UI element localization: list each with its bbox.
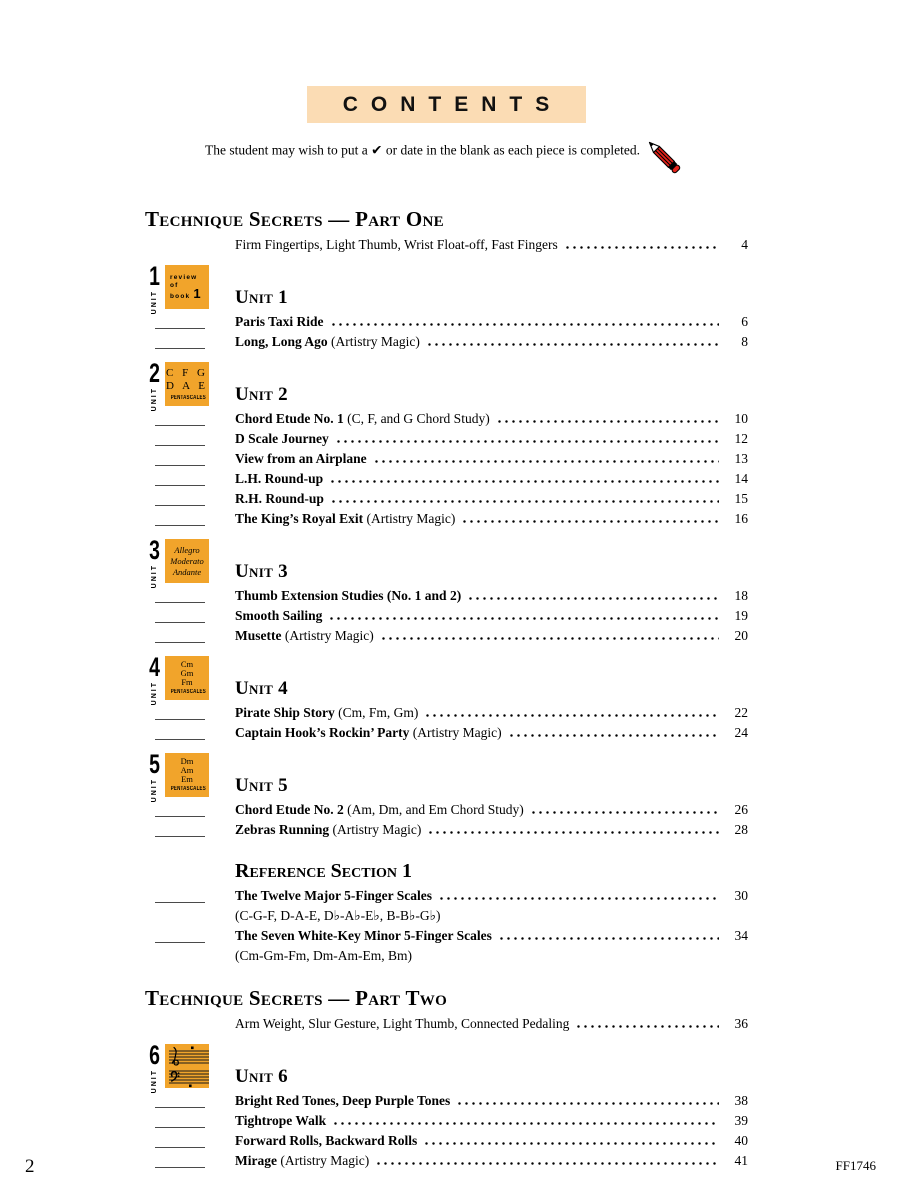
toc-row [145,586,748,606]
toc-row [145,800,748,820]
completion-blank [155,1124,205,1128]
part-two-heading: Technique Secrets — Part Two [145,986,448,1010]
piece-title: Tightrope Walk [235,1113,327,1128]
toc-row [145,820,748,840]
page-number: 10 [734,411,748,426]
part-one-heading: Technique Secrets — Part One [145,207,444,231]
unit-3-section [145,537,748,646]
piece-title: Forward Rolls, Backward Rolls [235,1133,418,1148]
page-number: 41 [734,1153,748,1168]
unit-label: UNIT [151,387,158,412]
dot-leader [335,440,719,443]
grand-staff-icon [165,1044,209,1088]
dot-leader [375,1162,719,1165]
dot-leader [508,734,719,737]
page-number: 18 [734,588,748,603]
unit-2-badge [147,358,209,412]
dot-leader [329,480,719,483]
completion-blank [155,422,205,426]
part-one-rows [145,235,748,255]
page-number: 6 [741,314,748,329]
dot-leader [424,714,719,717]
toc-row [145,1151,748,1171]
toc-row [145,926,748,946]
dot-leader [461,520,719,523]
unit-1-heading: Unit 1 [235,287,288,308]
page-number: 36 [734,1016,748,1031]
major-pentascales-icon: C F G D A E PENTASCALES [165,362,209,406]
piece-title: Smooth Sailing [235,608,323,623]
toc-page [145,86,748,1171]
completion-blank [155,502,205,506]
unit-label: UNIT [151,290,158,315]
completion-blank [155,345,205,349]
piece-title: View from an Airplane [235,451,367,466]
unit-3-heading: Unit 3 [235,561,288,582]
piece-title: R.H. Round-up [235,491,324,506]
toc-row [145,469,748,489]
footer-page-number: 2 [25,1156,35,1177]
dot-leader [438,897,719,900]
toc-row [145,489,748,509]
dot-leader [427,831,719,834]
toc-row [145,235,748,255]
piece-title: L.H. Round-up [235,471,324,486]
toc-row [145,626,748,646]
page-number: 16 [734,511,748,526]
unit-5-heading: Unit 5 [235,775,288,796]
part-two-section [145,986,748,1034]
toc-row [145,449,748,469]
completion-blank [155,1144,205,1148]
piece-title: The Twelve Major 5-Finger Scales [235,888,432,903]
review-of-book-1-icon: review of book 1 [165,265,209,309]
unit-6-rows [145,1091,748,1171]
dot-leader [328,617,719,620]
piece-title: Zebras Running (Artistry Magic) [235,822,422,837]
page-title: CONTENTS [342,93,563,116]
completion-blank [155,462,205,466]
page-number: 19 [734,608,748,623]
unit-4-heading: Unit 4 [235,678,288,699]
completion-blank [155,1104,205,1108]
completion-blank [155,325,205,329]
unit-number: 4 [149,652,160,682]
unit-5-rows [145,800,748,840]
instruction-text: The student may wish to put a ✔ or date in the blank as each piece is completed. [205,142,640,158]
toc-row [145,312,748,332]
unit-6-badge [147,1040,209,1094]
unit-4-rows [145,703,748,743]
dot-leader [530,811,719,814]
dot-leader [373,460,719,463]
toc-row [145,409,748,429]
minor-pentascales-icon: Cm Gm Fm PENTASCALES [165,656,209,700]
toc-row [145,1111,748,1131]
minor-pentascales-icon: Dm Am Em PENTASCALES [165,753,209,797]
piece-title: The Seven White-Key Minor 5-Finger Scales [235,928,492,943]
unit-number: 3 [149,535,160,565]
toc-row [145,723,748,743]
page-number: 13 [734,451,748,466]
completion-blank [155,442,205,446]
toc-row [145,429,748,449]
piece-title: Arm Weight, Slur Gesture, Light Thumb, Connected Pedaling [235,1016,570,1031]
unit-5-section [145,751,748,840]
dot-leader [498,937,719,940]
reference-heading: Reference Section 1 [235,860,413,882]
toc-row [145,332,748,352]
dot-leader [564,246,719,249]
completion-blank [155,619,205,623]
piece-title: Long, Long Ago (Artistry Magic) [235,334,420,349]
toc-row [145,606,748,626]
unit-4-badge [147,652,209,706]
unit-number: 6 [149,1040,160,1070]
page-number: 20 [734,628,748,643]
page-number: 14 [734,471,748,486]
tempo-marks-icon: Allegro Moderato Andante [165,539,209,583]
page-number: 38 [734,1093,748,1108]
unit-label: UNIT [151,1069,158,1094]
piece-title: Paris Taxi Ride [235,314,324,329]
dot-leader [456,1102,719,1105]
dot-leader [332,1122,719,1125]
unit-1-section [145,263,748,352]
page-number: 22 [734,705,748,720]
dot-leader [380,637,719,640]
piece-title: The King’s Royal Exit (Artistry Magic) [235,511,456,526]
unit-5-badge [147,749,209,803]
page-number: 30 [734,888,748,903]
dot-leader [575,1025,719,1028]
piece-title: Chord Etude No. 1 (C, F, and G Chord Study) [235,411,490,426]
completion-blank [155,899,205,903]
unit-label: UNIT [151,681,158,706]
piece-title: Chord Etude No. 2 (Am, Dm, and Em Chord Study) [235,802,524,817]
piece-title: Pirate Ship Story (Cm, Fm, Gm) [235,705,419,720]
piece-title: Thumb Extension Studies (No. 1 and 2) [235,588,462,603]
completion-blank [155,482,205,486]
page-number: 4 [741,237,748,252]
unit-2-section [145,360,748,529]
unit-3-badge [147,535,209,589]
completion-blank [155,813,205,817]
unit-2-rows [145,409,748,529]
unit-label: UNIT [151,564,158,589]
page-number: 39 [734,1113,748,1128]
unit-2-heading: Unit 2 [235,384,288,405]
completion-blank [155,599,205,603]
completion-blank [155,522,205,526]
completion-blank [155,833,205,837]
page-number: 26 [734,802,748,817]
dot-leader [426,343,719,346]
unit-label: UNIT [151,778,158,803]
unit-6-heading: Unit 6 [235,1066,288,1087]
dot-leader [496,420,719,423]
completion-blank [155,639,205,643]
toc-row [145,703,748,723]
piece-title: D Scale Journey [235,431,329,446]
toc-row [145,1091,748,1111]
unit-4-section [145,654,748,743]
toc-row [145,509,748,529]
unit-1-badge [147,261,209,315]
pencil-icon [642,138,688,182]
scale-caption: (C-G-F, D-A-E, D♭-A♭-E♭, B-B♭-G♭) [235,908,441,923]
page-number: 15 [734,491,748,506]
piece-title: Musette (Artistry Magic) [235,628,374,643]
page-number: 34 [734,928,748,943]
unit-number: 1 [149,261,160,291]
unit-number: 5 [149,749,160,779]
piece-title: Bright Red Tones, Deep Purple Tones [235,1093,451,1108]
page-number: 28 [734,822,748,837]
page-number: 24 [734,725,748,740]
unit-6-section [145,1042,748,1171]
toc-row [145,1131,748,1151]
piece-title: Mirage (Artistry Magic) [235,1153,370,1168]
page-header [145,86,748,173]
reference-section [145,860,748,966]
catalog-number: FF1746 [835,1158,876,1173]
completion-blank [155,716,205,720]
page-number: 40 [734,1133,748,1148]
piece-title: Firm Fingertips, Light Thumb, Wrist Float-off, Fast Fingers [235,237,558,252]
reference-rows [145,886,748,966]
contents-banner [307,86,587,123]
dot-leader [330,323,719,326]
dot-leader [330,500,719,503]
completion-blank [155,1164,205,1168]
toc-row [145,886,748,906]
piece-title: Captain Hook’s Rockin’ Party (Artistry Magic) [235,725,502,740]
page-number: 8 [741,334,748,349]
part-two-rows [145,1014,748,1034]
toc-row [145,1014,748,1034]
completion-blank [155,736,205,740]
part-one-section [145,207,748,255]
unit-3-rows [145,586,748,646]
dot-leader [467,597,719,600]
unit-number: 2 [149,358,160,388]
unit-1-rows [145,312,748,352]
dot-leader [423,1142,719,1145]
page-number: 12 [734,431,748,446]
scale-caption: (Cm-Gm-Fm, Dm-Am-Em, Bm) [235,948,412,963]
completion-blank [155,939,205,943]
